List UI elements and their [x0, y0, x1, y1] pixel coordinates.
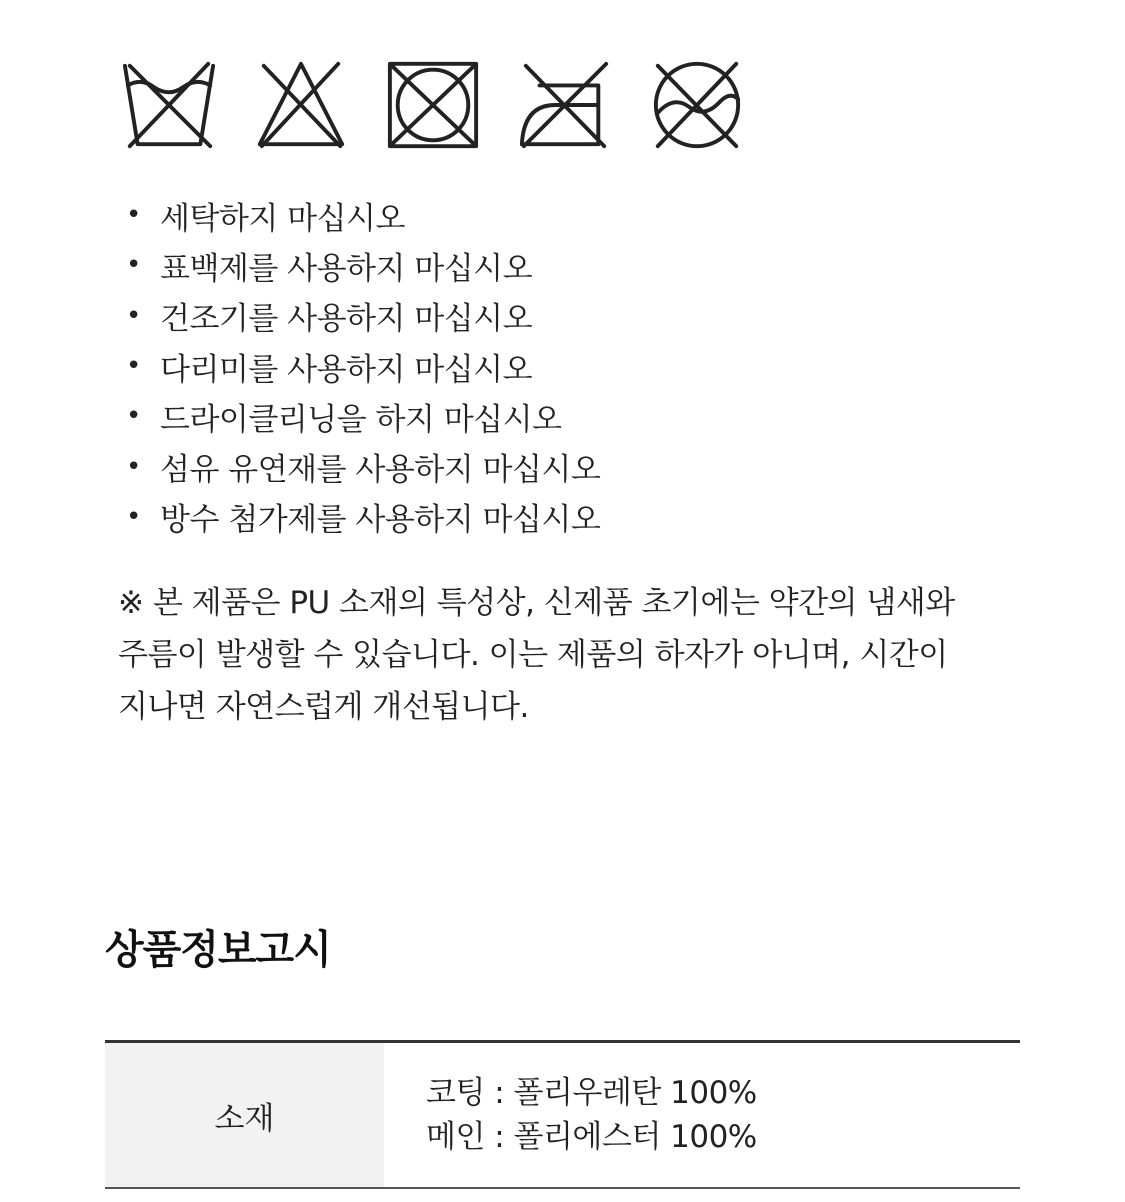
care-instruction-text: 건조기를 사용하지 마십시오 [160, 301, 533, 338]
list-item [126, 492, 600, 542]
list-item [126, 190, 600, 240]
care-instructions-list [126, 190, 600, 542]
bullet: • [126, 250, 142, 281]
notice-line: 주름이 발생할 수 있습니다. 이는 제품의 하자가 아니며, 시간이 [118, 637, 948, 673]
care-instruction-text: 드라이클리닝을 하지 마십시오 [160, 401, 562, 438]
table-row-label: 소재 [105, 1043, 384, 1187]
bullet: • [126, 401, 142, 432]
material-line: 코팅 : 폴리우레탄 100% [426, 1075, 757, 1111]
table-row [105, 1043, 1020, 1189]
list-item [126, 441, 600, 491]
material-notice [118, 577, 1018, 733]
care-instruction-text: 세탁하지 마십시오 [160, 200, 405, 237]
product-info-table [105, 1040, 1020, 1189]
do-not-wash-icon [120, 55, 218, 155]
list-item [126, 391, 600, 441]
bullet: • [126, 501, 142, 532]
bullet: • [126, 351, 142, 382]
do-not-iron-icon [516, 55, 614, 155]
notice-line: ※ 본 제품은 PU 소재의 특성상, 신제품 초기에는 약간의 냄새와 [118, 585, 955, 621]
bullet: • [126, 451, 142, 482]
do-not-bleach-icon [252, 55, 350, 155]
do-not-tumble-dry-icon [384, 55, 482, 155]
list-item [126, 291, 600, 341]
care-icons-row [120, 55, 746, 155]
notice-line: 지나면 자연스럽게 개선됩니다. [118, 689, 529, 725]
bullet: • [126, 300, 142, 331]
bullet: • [126, 200, 142, 231]
do-not-dry-clean-icon [648, 55, 746, 155]
material-line: 메인 : 폴리에스터 100% [426, 1119, 757, 1155]
list-item [126, 341, 600, 391]
section-title: 상품정보고시 [105, 927, 331, 973]
care-instruction-text: 섬유 유연재를 사용하지 마십시오 [160, 452, 601, 489]
care-instruction-text: 표백제를 사용하지 마십시오 [160, 250, 533, 287]
list-item [126, 240, 600, 290]
table-row-value [384, 1043, 1020, 1187]
care-instruction-text: 방수 첨가제를 사용하지 마십시오 [160, 502, 601, 539]
care-instruction-text: 다리미를 사용하지 마십시오 [160, 351, 533, 388]
